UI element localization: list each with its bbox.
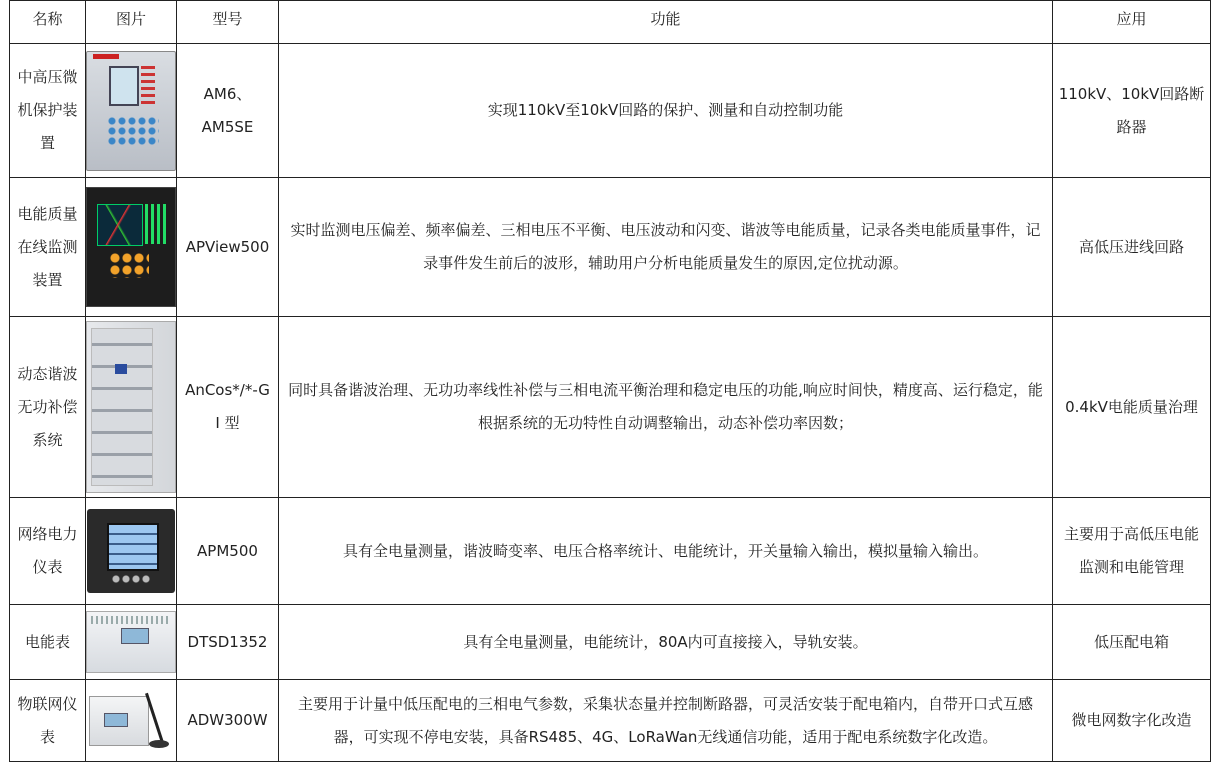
cell-function: 同时具备谐波治理、无功功率线性补偿与三相电流平衡治理和稳定电压的功能,响应时间快，精度高、运行稳定，能根据系统的无功特性自动调整输出，动态补偿功率因数； bbox=[279, 317, 1053, 498]
cell-function: 主要用于计量中低压配电的三相电气参数，采集状态量并控制断路器，可灵活安装于配电箱内，自带开口式互感器，可实现不停电安装，具备RS485、4G、LoRaWan无线通信功能，适用于配电系统数字化改造。 bbox=[279, 680, 1053, 762]
cell-image bbox=[86, 317, 177, 498]
cell-image bbox=[86, 498, 177, 605]
header-function: 功能 bbox=[279, 1, 1053, 44]
cell-name: 网络电力仪表 bbox=[10, 498, 86, 605]
cell-model: AnCos*/*-G I 型 bbox=[177, 317, 279, 498]
table-row bbox=[10, 680, 1211, 762]
cell-name: 电能表 bbox=[10, 605, 86, 680]
cell-function: 实时监测电压偏差、频率偏差、三相电压不平衡、电压波动和闪变、谐波等电能质量，记录各类电能质量事件，记录事件发生前后的波形，辅助用户分析电能质量发生的原因,定位扰动源。 bbox=[279, 178, 1053, 317]
iot-meter-with-antenna-icon bbox=[87, 690, 175, 752]
cell-application: 微电网数字化改造 bbox=[1053, 680, 1211, 762]
compensation-cabinet-icon bbox=[86, 321, 176, 493]
cell-application: 0.4kV电能质量治理 bbox=[1053, 317, 1211, 498]
product-table bbox=[9, 0, 1211, 762]
cell-application: 低压配电箱 bbox=[1053, 605, 1211, 680]
cell-function: 实现110kV至10kV回路的保护、测量和自动控制功能 bbox=[279, 44, 1053, 178]
cell-name: 中高压微机保护装置 bbox=[10, 44, 86, 178]
cell-model: APView500 bbox=[177, 178, 279, 317]
table-row bbox=[10, 498, 1211, 605]
table-row bbox=[10, 44, 1211, 178]
cell-name: 电能质量在线监测装置 bbox=[10, 178, 86, 317]
table-row bbox=[10, 605, 1211, 680]
din-rail-energy-meter-icon bbox=[86, 611, 176, 673]
cell-application: 高低压进线回路 bbox=[1053, 178, 1211, 317]
header-image: 图片 bbox=[86, 1, 177, 44]
cell-image bbox=[86, 605, 177, 680]
cell-model: APM500 bbox=[177, 498, 279, 605]
cell-name: 动态谐波无功补偿系统 bbox=[10, 317, 86, 498]
power-quality-monitor-icon bbox=[86, 187, 176, 307]
table-row bbox=[10, 317, 1211, 498]
network-power-meter-icon bbox=[87, 509, 175, 593]
cell-application: 110kV、10kV回路断路器 bbox=[1053, 44, 1211, 178]
cell-model: AM6、AM5SE bbox=[177, 44, 279, 178]
cell-function: 具有全电量测量，电能统计，80A内可直接接入，导轨安装。 bbox=[279, 605, 1053, 680]
table-header-row bbox=[10, 1, 1211, 44]
cell-function: 具有全电量测量，谐波畸变率、电压合格率统计、电能统计，开关量输入输出，模拟量输入输出。 bbox=[279, 498, 1053, 605]
cell-image bbox=[86, 680, 177, 762]
header-application: 应用 bbox=[1053, 1, 1211, 44]
table-row bbox=[10, 178, 1211, 317]
protection-relay-icon bbox=[86, 51, 176, 171]
cell-name: 物联网仪表 bbox=[10, 680, 86, 762]
cell-image bbox=[86, 44, 177, 178]
header-model: 型号 bbox=[177, 1, 279, 44]
header-name: 名称 bbox=[10, 1, 86, 44]
cell-image bbox=[86, 178, 177, 317]
cell-model: DTSD1352 bbox=[177, 605, 279, 680]
cell-application: 主要用于高低压电能监测和电能管理 bbox=[1053, 498, 1211, 605]
cell-model: ADW300W bbox=[177, 680, 279, 762]
